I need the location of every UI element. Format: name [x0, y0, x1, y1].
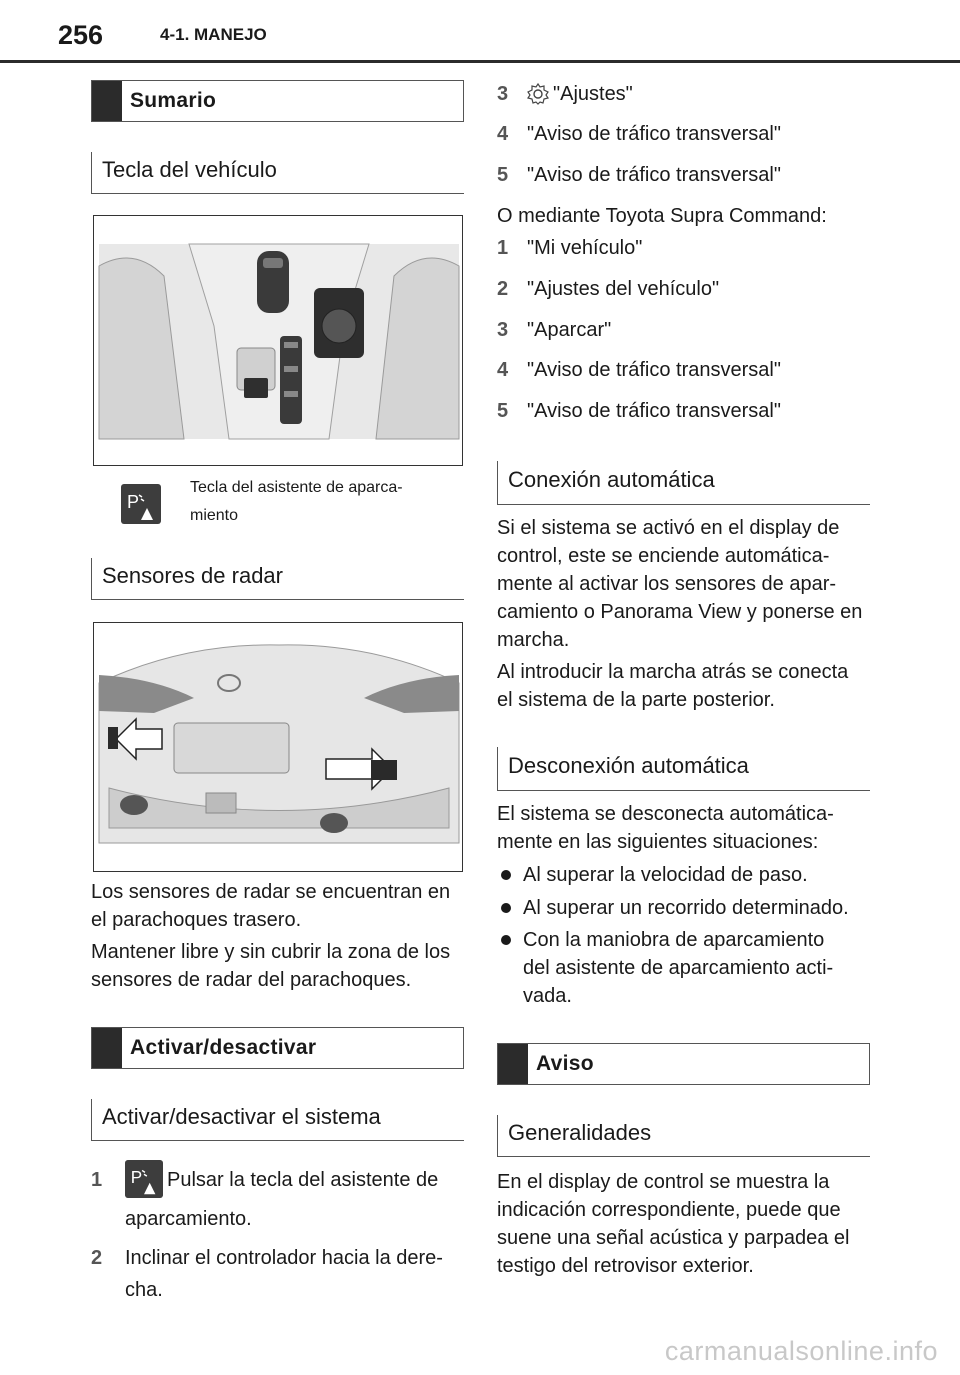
- bullet-text: Con la maniobra de aparcamiento del asistente de aparcamiento acti-vada.: [523, 929, 834, 1007]
- activar-heading: [91, 1027, 464, 1069]
- heading-bar: [92, 1028, 122, 1068]
- generalidades-heading: Generalidades: [497, 1115, 870, 1157]
- step-text: "Ajustes del vehículo": [527, 278, 720, 300]
- bullet-dot: [501, 935, 511, 945]
- sumario-heading: [91, 80, 464, 122]
- step-number: 1: [497, 237, 509, 259]
- command-intro: O mediante Toyota Supra Command:: [497, 205, 827, 227]
- svg-text:P: P: [130, 1167, 143, 1187]
- left-step-2: [91, 1244, 466, 1304]
- step-text: "Aparcar": [527, 319, 612, 341]
- step-text: "Aviso de tráfico transversal": [527, 164, 781, 186]
- step-number: 1: [91, 1169, 103, 1191]
- bullet-item: [497, 861, 872, 889]
- header-rule: [0, 60, 960, 63]
- aviso-heading-text: Aviso: [536, 1052, 594, 1075]
- step-text-cont: aparcamiento.: [125, 1208, 252, 1230]
- step-text: "Aviso de tráfico transversal": [527, 359, 781, 381]
- bullet-dot: [501, 870, 511, 880]
- right-step-4: [497, 120, 877, 148]
- bullet-dot: [501, 903, 511, 913]
- step-text: Inclinar el controlador hacia la dere-: [125, 1247, 443, 1269]
- bullet-text: Al superar un recorrido determinado.: [523, 897, 849, 919]
- park-assist-key-icon: [121, 484, 161, 529]
- step-number: 2: [91, 1247, 103, 1269]
- bullet-item: [497, 926, 872, 1010]
- command-step-1: [497, 234, 877, 262]
- aviso-heading: [497, 1043, 870, 1085]
- conexion-heading: Conexión automática: [497, 461, 870, 505]
- step-text: "Aviso de tráfico transversal": [527, 123, 781, 145]
- tecla-heading: Tecla del vehículo: [91, 152, 464, 194]
- desconexion-heading: Desconexión automática: [497, 747, 870, 791]
- step-text: "Ajustes": [553, 83, 633, 105]
- radar-paragraph-1: Los sensores de radar se encuentran en el parachoques trasero.: [91, 881, 451, 931]
- activar-heading-text: Activar/desactivar: [130, 1036, 317, 1059]
- radar-paragraph-2: Mantener libre y sin cubrir la zona de los sensores de radar del parachoques.: [91, 941, 451, 991]
- radar-heading: Sensores de radar: [91, 558, 464, 600]
- conexion-paragraph-1: Si el sistema se activó en el display de control, este se enciende automática-mente al activar los sensores de apar-camiento o Panorama View y ponerse en marcha.: [497, 517, 863, 651]
- step-number: 5: [497, 400, 509, 422]
- key-caption-2: miento: [190, 507, 239, 524]
- rear-bumper-figure: [93, 622, 463, 872]
- command-step-5: [497, 397, 877, 425]
- page-number: 256: [58, 20, 104, 50]
- center-console-illustration: [94, 216, 463, 466]
- conexion-paragraph-2: Al introducir la marcha atrás se conecta el sistema de la parte posterior.: [497, 661, 849, 711]
- step-text: Pulsar la tecla del asistente de: [167, 1169, 439, 1191]
- step-number: 2: [497, 278, 509, 300]
- heading-bar: [92, 81, 122, 121]
- park-assist-key-icon-inline: [125, 1160, 163, 1206]
- left-step-1: [91, 1164, 466, 1230]
- watermark: carmanualsonline.info: [664, 1336, 938, 1366]
- step-text: "Mi vehículo": [527, 237, 643, 259]
- right-step-3: [497, 80, 877, 108]
- generalidades-paragraph: En el display de control se muestra la indicación correspondiente, puede que suene una señal acústica y parpadea el testigo del retrovisor exterior.: [497, 1171, 850, 1277]
- heading-bar: [498, 1044, 528, 1084]
- bullet-item: [497, 894, 872, 922]
- svg-text:P: P: [127, 492, 140, 512]
- command-step-4: [497, 356, 877, 384]
- step-number: 4: [497, 359, 509, 381]
- right-step-5: [497, 161, 877, 189]
- bullet-text: Al superar la velocidad de paso.: [523, 864, 808, 886]
- step-text: "Aviso de tráfico transversal": [527, 400, 781, 422]
- step-number: 3: [497, 83, 509, 105]
- step-number: 4: [497, 123, 509, 145]
- section-title: 4-1. MANEJO: [160, 25, 267, 44]
- rear-bumper-illustration: [94, 623, 463, 872]
- activar-subheading: Activar/desactivar el sistema: [91, 1099, 464, 1141]
- desconexion-paragraph: El sistema se desconecta automática-mente en las siguientes situaciones:: [497, 803, 834, 853]
- key-caption-1: Tecla del asistente de aparca-: [190, 479, 403, 496]
- center-console-figure: [93, 215, 463, 466]
- gear-icon: [527, 83, 549, 113]
- command-step-3: [497, 316, 877, 344]
- command-step-2: [497, 275, 877, 303]
- step-number: 3: [497, 319, 509, 341]
- step-number: 5: [497, 164, 509, 186]
- step-text-cont: cha.: [125, 1279, 163, 1301]
- sumario-heading-text: Sumario: [130, 89, 217, 112]
